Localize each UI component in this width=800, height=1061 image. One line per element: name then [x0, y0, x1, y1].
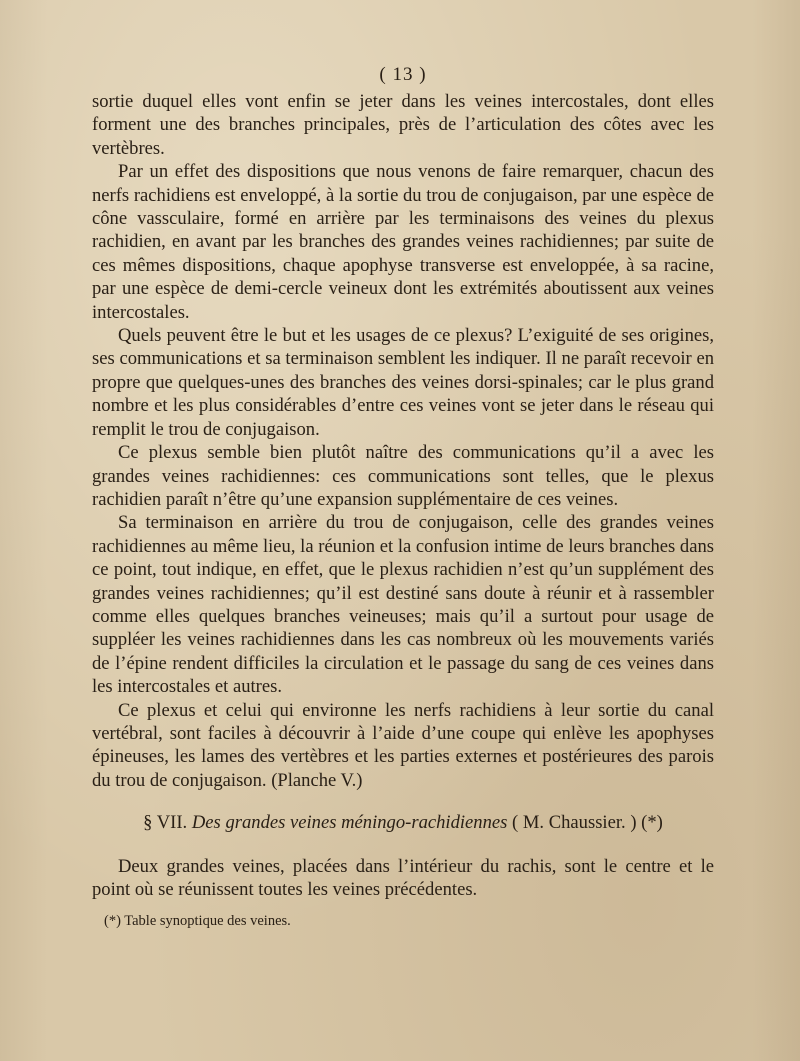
paragraph-continuation: sortie duquel elles vont enfin se jeter dans les veines intercostales, dont elles forment une des branches principales, près de l’articulation des côtes avec les vertèbres. — [92, 91, 714, 159]
section-title: Des grandes veines méningo-rachidiennes — [191, 812, 508, 834]
section-attribution: ( M. Chaussier. ) (*) — [512, 812, 663, 834]
paragraph: Par un effet des dispositions que nous venons de faire remarquer, chacun des nerfs rachidiens est enveloppé, à la sortie du trou de conjugaison, par une espèce de cône vassculaire, formé en arrière par les terminaisons des veines du plexus rachidien, en avant par les branches des grandes veines rachidiennes; par suite de ces mêmes dispositions, chaque apophyse transverse est enveloppée, à sa racine, par une espèce de demi-cercle veineux dont les extrémités aboutissent aux veines intercostales. — [92, 161, 714, 323]
paragraph: Quels peuvent être le but et les usages de ce plexus? L’exiguité de ses origines, ses communications et sa terminaison semblent les indiquer. Il ne paraît recevoir en propre que quelques-unes des branches des veines dorsi-spinales; car le plus grand nombre et les plus considérables d’entre ces veines vont se jeter dans le réseau qui remplit le trou de conjugaison. — [92, 325, 714, 440]
book-page — [92, 64, 714, 931]
paragraph: Ce plexus semble bien plutôt naître des communications qu’il a avec les grandes veines rachidiennes: ces communications sont telles, que le plexus rachidien paraît n’être qu’une expansion supplémentaire de ces veines. — [92, 442, 714, 510]
footnote: (*) Table synoptique des veines. — [104, 913, 291, 930]
section-heading — [92, 811, 714, 834]
body-text — [92, 90, 714, 901]
page-number: ( 13 ) — [379, 64, 427, 85]
paragraph: Deux grandes veines, placées dans l’intérieur du rachis, sont le centre et le point où se réunissent toutes les veines précédentes. — [92, 855, 714, 900]
section-number: § VII. — [143, 812, 188, 834]
paragraph: Ce plexus et celui qui environne les nerfs rachidiens à leur sortie du canal vertébral, sont faciles à découvrir à l’aide d’une coupe qui enlève les apophyses épineuses, les lames des vertèbres et les parties externes et postérieures des parois du trou de conjugaison. (Planche V.) — [92, 699, 714, 791]
paragraph: Sa terminaison en arrière du trou de conjugaison, celle des grandes veines rachidiennes au même lieu, la réunion et la confusion intime de leurs branches dans ce point, tout indique, en effet, que le plexus rachidien n’est qu’un supplément des grandes veines rachidiennes; qu’il est destiné sans doute à réunir et à rassembler comme elles quelques branches veineuses; mais qu’il a surtout pour usage de suppléer les veines rachidiennes dans les cas nombreux où les mouvements variés de l’épine rendent difficiles la circulation et le passage du sang de ces veines dans les intercostales et autres. — [92, 512, 714, 698]
